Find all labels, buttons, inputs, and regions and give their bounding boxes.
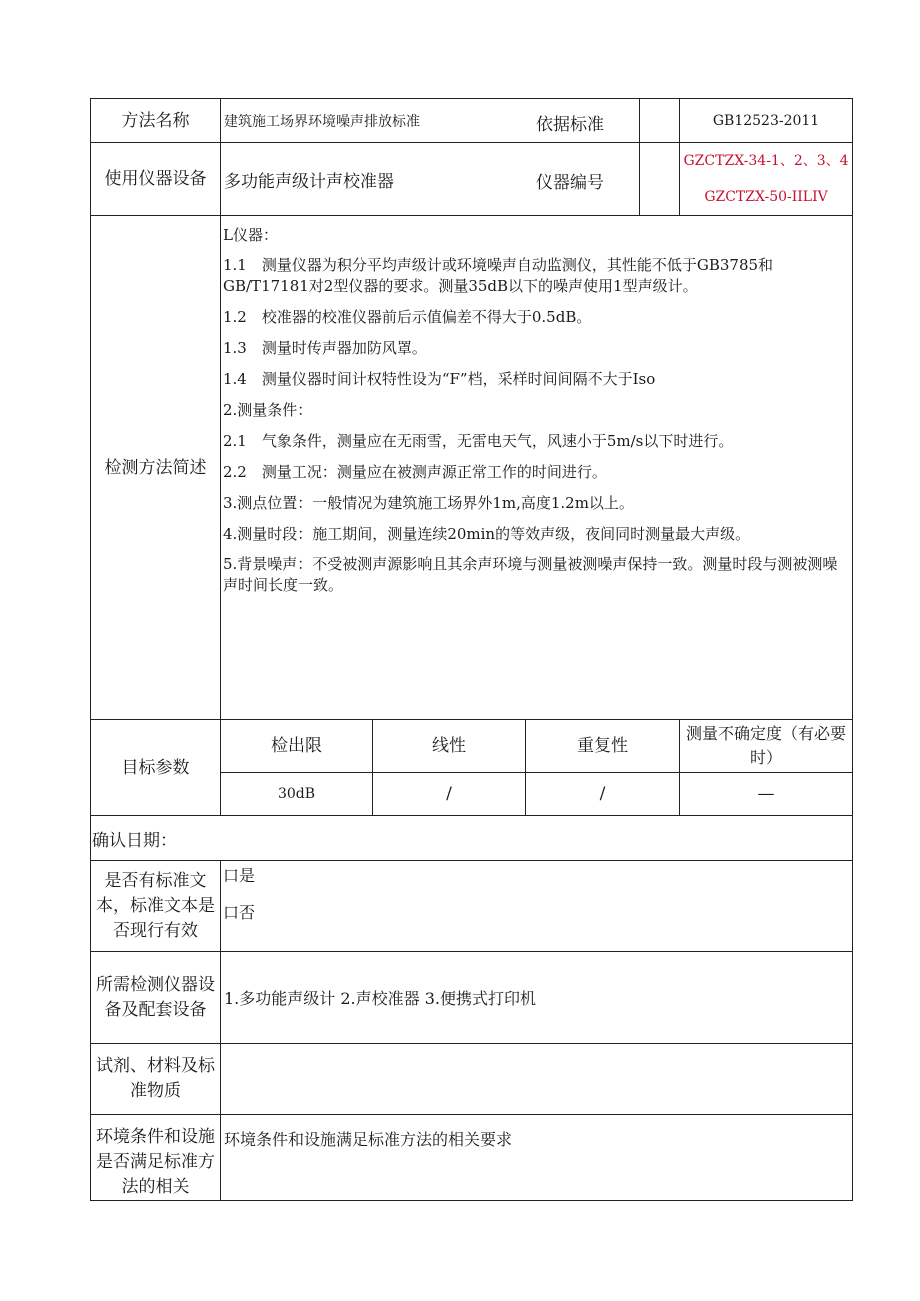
environment-label: 环境条件和设施是否满足标准方法的相关 <box>91 1115 221 1201</box>
method-summary-content <box>221 216 853 720</box>
summary-paragraph: 2.2 测量工况：测量应在被测声源正常工作的时间进行。 <box>223 463 607 481</box>
method-name-label: 方法名称 <box>91 99 221 143</box>
target-value: / <box>526 773 680 816</box>
target-value: — <box>680 773 853 816</box>
option-yes-checkbox[interactable]: 口是 <box>223 866 256 885</box>
target-header: 测量不确定度（有必要时） <box>680 720 853 773</box>
method-summary-row <box>91 216 853 720</box>
target-header: 重复性 <box>526 720 680 773</box>
target-header: 检出限 <box>221 720 373 773</box>
summary-paragraph: 1.2 校准器的校准仪器前后示值偏差不得大于0.5dB。 <box>223 308 592 326</box>
instrument-number-line: GZCTZX-50-IILIV <box>704 189 828 205</box>
confirm-date-row <box>91 816 853 861</box>
summary-paragraph: 1.3 测量时传声器加防风罩。 <box>223 339 427 357</box>
summary-paragraph: 2.测量条件： <box>223 401 313 419</box>
method-confirmation-table <box>90 98 853 1201</box>
target-label: 目标参数 <box>91 720 221 816</box>
reagents-value <box>221 1044 853 1115</box>
method-row <box>91 99 853 143</box>
number-label-spacer <box>640 143 680 216</box>
equipment-value: 多功能声级计声校准器 <box>221 143 640 216</box>
instruments-row <box>91 952 853 1044</box>
option-no-checkbox[interactable]: 口否 <box>223 903 256 922</box>
reagents-row <box>91 1044 853 1115</box>
summary-paragraph: 4.测量时段：施工期间，测量连续20min的等效声级，夜间同时测量最大声级。 <box>223 525 751 543</box>
summary-paragraph: 2.1 气象条件，测量应在无雨雪，无雷电天气，风速小于5m∕s以下时进行。 <box>223 432 734 450</box>
method-name-value: 建筑施工场界环境噪声排放标准 <box>221 99 640 143</box>
target-value: / <box>373 773 526 816</box>
summary-paragraph: 5.背景噪声：不受被测声源影响且其余声环境与测量被测噪声保持一致。测量时段与测被测噪声时间长度一致。 <box>223 555 838 594</box>
target-header-row <box>91 720 853 773</box>
environment-value: 环境条件和设施满足标准方法的相关要求 <box>221 1115 853 1201</box>
basis-value: GB12523-2011 <box>680 99 853 143</box>
summary-paragraph: 1.4 测量仪器时间计权特性设为“F”档，采样时间间隔不大于Iso <box>223 370 656 388</box>
standard-text-label: 是否有标准文本，标准文本是否现行有效 <box>91 861 221 952</box>
target-header: 线性 <box>373 720 526 773</box>
target-value: 30dB <box>221 773 373 816</box>
instrument-numbers <box>680 143 853 216</box>
standard-text-row <box>91 861 853 952</box>
equipment-row <box>91 143 853 216</box>
summary-paragraph: 3.测点位置：一般情况为建筑施工场界外1m,高度1.2m以上。 <box>223 494 634 512</box>
summary-paragraph: 1.1 测量仪器为积分平均声级计或环境噪声自动监测仪，其性能不低于GB3785和GB/T17181对2型仪器的要求。测量35dB以下的噪声使用1型声级计。 <box>223 256 774 295</box>
environment-row <box>91 1115 853 1201</box>
confirm-date: 确认日期： <box>91 816 853 861</box>
instrument-number-line: GZCTZX-34-1、2、3、4 <box>683 153 849 169</box>
basis-label: 依据标准 <box>536 115 604 135</box>
instruments-label: 所需检测仪器设备及配套设备 <box>91 952 221 1044</box>
standard-text-options <box>221 861 853 952</box>
summary-paragraph: L仪器： <box>223 226 278 244</box>
method-summary-label: 检测方法简述 <box>91 216 221 720</box>
equipment-label: 使用仪器设备 <box>91 143 221 216</box>
basis-label-spacer <box>640 99 680 143</box>
instruments-value: 1.多功能声级计 2.声校准器 3.便携式打印机 <box>221 952 853 1044</box>
reagents-label: 试剂、材料及标准物质 <box>91 1044 221 1115</box>
instrument-number-label: 仪器编号 <box>536 173 604 193</box>
